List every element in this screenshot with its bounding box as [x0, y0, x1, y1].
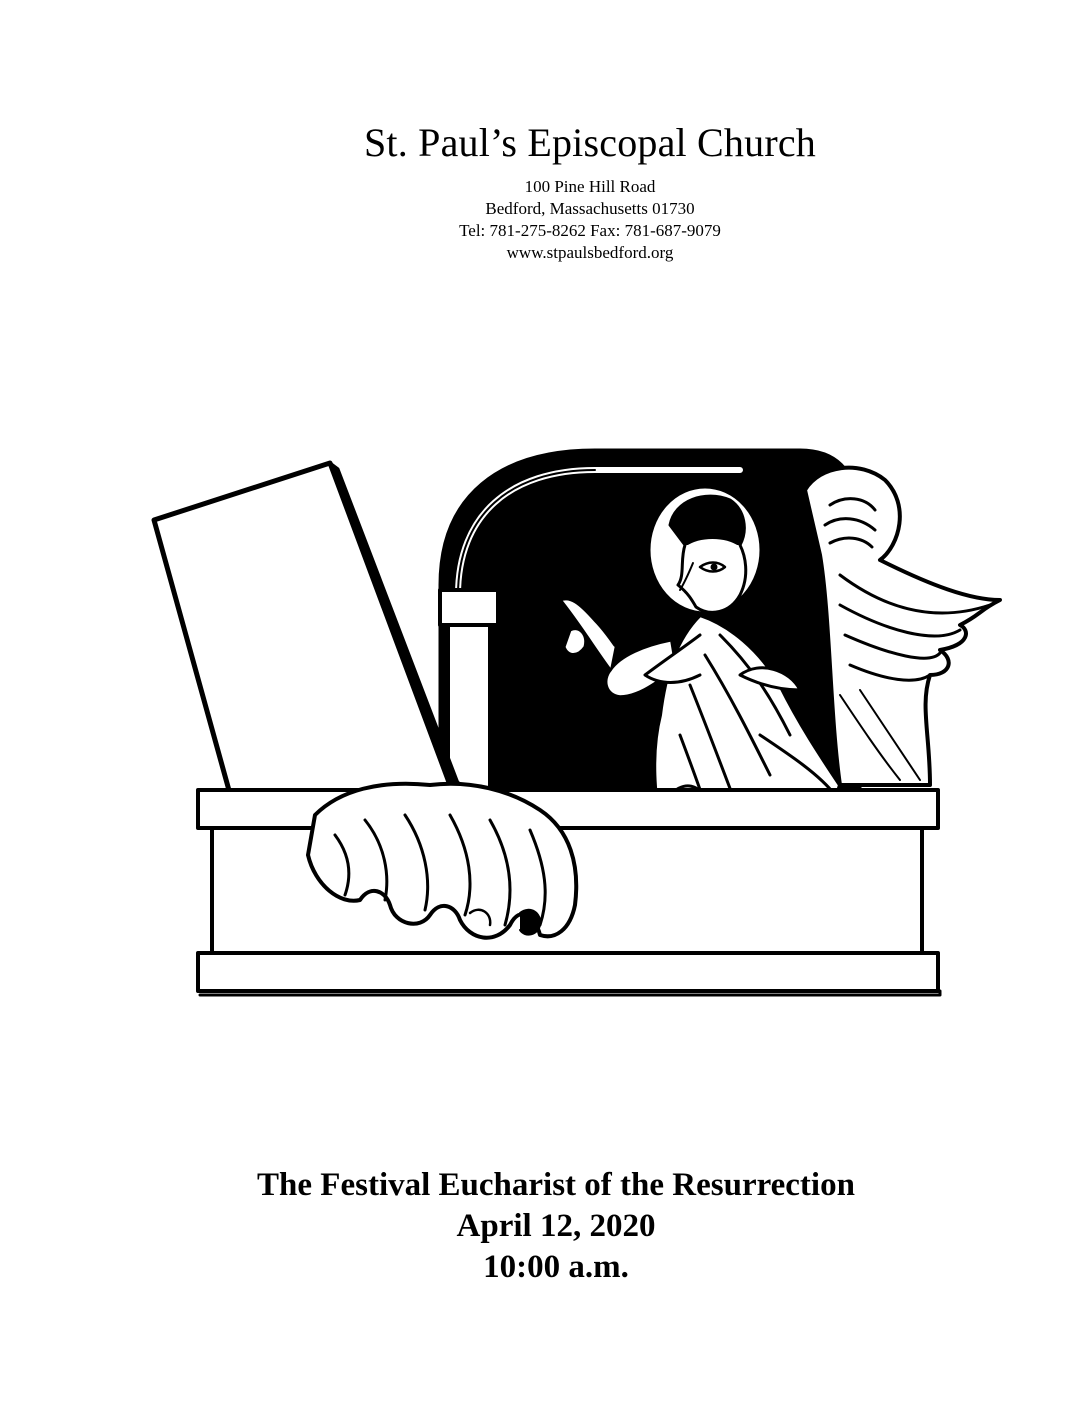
angel-wings [805, 468, 1000, 785]
angel-head [647, 485, 763, 615]
address-phone-fax: Tel: 781-275-8262 Fax: 781-687-9079 [459, 221, 721, 240]
service-title: The Festival Eucharist of the Resurrection [257, 1167, 855, 1203]
church-header [330, 118, 850, 264]
service-time: 10:00 a.m. [483, 1249, 629, 1285]
church-website: www.stpaulsbedford.org [506, 243, 674, 262]
address-street: 100 Pine Hill Road [524, 177, 656, 196]
church-name: St. Paul’s Episcopal Church [363, 120, 817, 165]
service-date: April 12, 2020 [456, 1208, 656, 1244]
church-address-block [330, 176, 850, 264]
tomb-lid [154, 463, 458, 830]
angel-at-empty-tomb-illustration [140, 435, 1010, 1010]
service-info [200, 1165, 912, 1288]
address-city: Bedford, Massachusetts 01730 [485, 199, 695, 218]
